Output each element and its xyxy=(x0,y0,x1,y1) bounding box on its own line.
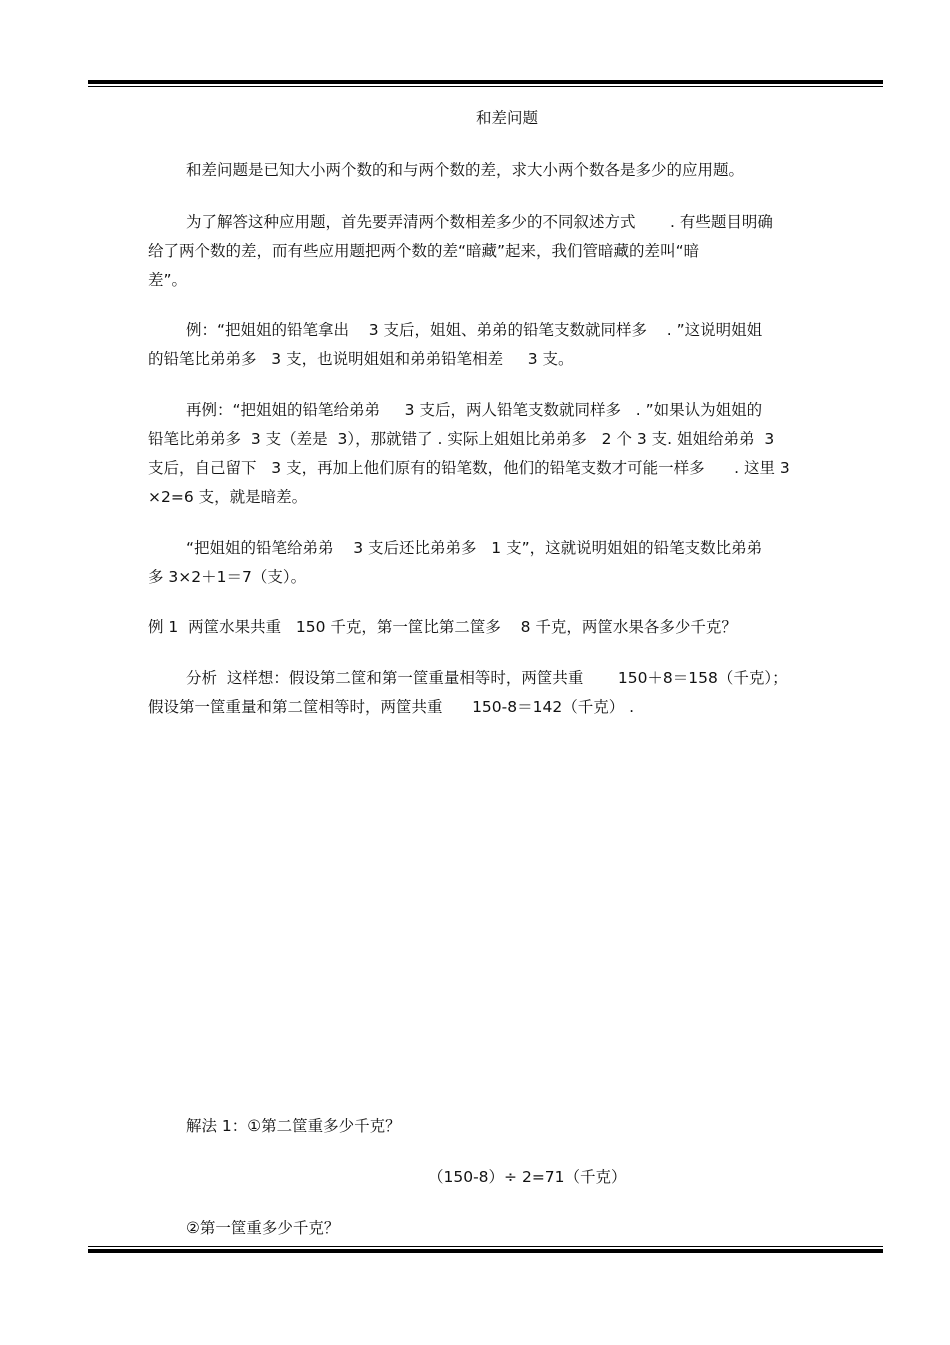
paragraph-4-line-4: ×2=6 支，就是暗差。 xyxy=(148,488,308,506)
paragraph-4-line-1: 再例：“把姐姐的铅笔给弟弟 3 支后，两人铅笔支数就同样多 . ”如果认为姐姐的 xyxy=(186,401,763,419)
paragraph-5-line-2: 多 3×2＋1＝7（支）。 xyxy=(148,568,307,586)
paragraph-3-line-2: 的铅笔比弟弟多 3 支，也说明姐姐和弟弟铅笔相差 3 支。 xyxy=(148,350,574,368)
paragraph-2-line-1: 为了解答这种应用题，首先要弄清两个数相差多少的不同叙述方式 . 有些题目明确 xyxy=(186,213,773,231)
page-title: 和差问题 xyxy=(476,109,539,127)
step-2: ②第一筐重多少千克？ xyxy=(186,1219,340,1237)
analysis-line-1: 分析 这样想：假设第二筐和第一筐重量相等时，两筐共重 150＋8＝158（千克）； xyxy=(186,669,788,687)
paragraph-4-line-2: 铅笔比弟弟多 3 支（差是 3），那就错了 . 实际上姐姐比弟弟多 2 个 3 支. 姐姐给弟弟 3 xyxy=(148,430,775,448)
paragraph-5-line-1: “把姐姐的铅笔给弟弟 3 支后还比弟弟多 1 支”，这就说明姐姐的铅笔支数比弟弟 xyxy=(186,539,763,557)
footer-rule xyxy=(88,1246,883,1253)
intro-paragraph: 和差问题是已知大小两个数的和与两个数的差，求大小两个数各是多少的应用题。 xyxy=(186,161,745,179)
example-1: 例 1 两筐水果共重 150 千克，第一筐比第二筐多 8 千克，两筐水果各多少千克？ xyxy=(148,618,737,636)
paragraph-2-line-3: 差”。 xyxy=(148,271,188,289)
paragraph-4-line-3: 支后，自己留下 3 支，再加上他们原有的铅笔数，他们的铅笔支数才可能一样多 . 这里 3 xyxy=(148,459,790,477)
solution-1: 解法 1：①第二筐重多少千克？ xyxy=(186,1117,401,1135)
analysis-line-2: 假设第一筐重量和第二筐相等时，两筐共重 150-8＝142（千克） . xyxy=(148,698,635,716)
header-rule xyxy=(88,80,883,87)
paragraph-2-line-2: 给了两个数的差，而有些应用题把两个数的差“暗藏”起来，我们管暗藏的差叫“暗 xyxy=(148,242,700,260)
paragraph-3-line-1: 例：“把姐姐的铅笔拿出 3 支后，姐姐、弟弟的铅笔支数就同样多 . ”这说明姐姐 xyxy=(186,321,763,339)
formula-1: （150-8）÷ 2=71（千克） xyxy=(428,1168,627,1186)
